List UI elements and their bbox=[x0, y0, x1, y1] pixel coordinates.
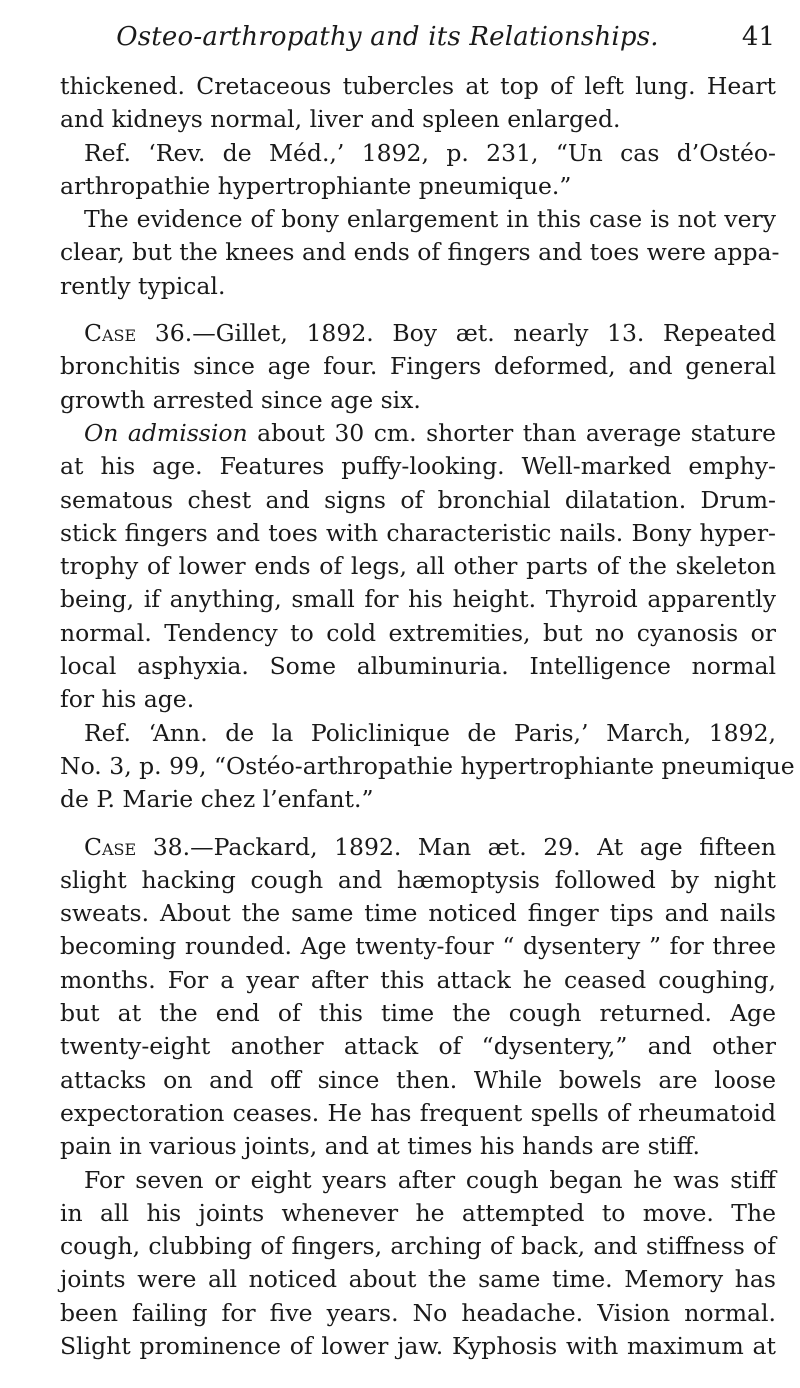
line-text: expectoration ceases. He has frequent spells of rheumatoid bbox=[60, 1098, 776, 1127]
text-line bbox=[60, 1230, 776, 1263]
line-text: twenty-eight another attack of “dysentery,” and other bbox=[60, 1032, 776, 1061]
line-text: sematous chest and signs of bronchial dilatation. Drum- bbox=[60, 485, 776, 514]
paragraph bbox=[60, 203, 780, 303]
line-text: slight hacking cough and hæmoptysis followed by night bbox=[60, 865, 776, 894]
line-text: Slight prominence of lower jaw. Kyphosis with maximum at bbox=[60, 1331, 776, 1360]
line-text: arthropathie hypertrophiante pneumique.” bbox=[60, 171, 572, 200]
text-line bbox=[60, 864, 776, 897]
text-line bbox=[60, 964, 776, 997]
text-line bbox=[60, 484, 776, 517]
line-text: about 30 cm. shorter than average stature bbox=[247, 418, 776, 447]
italic-lead: On admission bbox=[84, 418, 248, 447]
text-line bbox=[60, 350, 776, 383]
text-line bbox=[60, 450, 776, 483]
paragraph-gap bbox=[60, 303, 776, 317]
text-line bbox=[60, 417, 776, 450]
text-line bbox=[60, 1130, 776, 1163]
paragraph bbox=[60, 137, 776, 204]
text-line bbox=[60, 897, 776, 930]
paragraph bbox=[60, 717, 795, 817]
paragraph bbox=[60, 417, 776, 717]
body-text bbox=[60, 70, 795, 1363]
line-text: Ref. ‘Ann. de la Policlinique de Paris,’ March, 1892, bbox=[84, 718, 776, 747]
paragraph bbox=[60, 831, 776, 1164]
line-text: been failing for five years. No headache. Vision normal. bbox=[60, 1298, 776, 1327]
line-text: The evidence of bony enlargement in this case is not very bbox=[84, 205, 776, 234]
line-text: —Packard, 1892. Man æt. 29. At age fifteen bbox=[190, 832, 776, 861]
text-line bbox=[60, 831, 776, 864]
line-text: bronchitis since age four. Fingers deformed, and general bbox=[60, 352, 776, 381]
text-line bbox=[60, 236, 780, 269]
line-text: but at the end of this time the cough returned. Age bbox=[60, 999, 776, 1028]
line-text: clear, but the knees and ends of fingers and toes were appa- bbox=[60, 238, 780, 267]
line-text: being, if anything, small for his height. Thyroid apparently bbox=[60, 585, 776, 614]
text-line bbox=[60, 317, 776, 350]
text-line bbox=[60, 1097, 776, 1130]
line-text: For seven or eight years after cough began he was stiff bbox=[84, 1165, 776, 1194]
text-line bbox=[60, 930, 776, 963]
line-text: trophy of lower ends of legs, all other parts of the skeleton bbox=[60, 552, 776, 581]
line-text: rently typical. bbox=[60, 271, 226, 300]
line-text: thickened. Cretaceous tubercles at top of left lung. Heart bbox=[60, 72, 776, 100]
text-line bbox=[60, 1164, 776, 1197]
line-text: pain in various joints, and at times his hands are stiff. bbox=[60, 1132, 700, 1161]
text-line bbox=[60, 137, 776, 170]
line-text: for his age. bbox=[60, 685, 195, 714]
page-number: 41 bbox=[741, 22, 775, 52]
line-text: attacks on and off since then. While bowels are loose bbox=[60, 1065, 776, 1094]
text-line bbox=[60, 270, 776, 303]
line-text: cough, clubbing of fingers, arching of back, and stiffness of bbox=[60, 1232, 776, 1261]
line-text: months. For a year after this attack he ceased coughing, bbox=[60, 965, 776, 994]
text-line bbox=[60, 1330, 776, 1363]
text-line bbox=[60, 1263, 776, 1296]
text-line bbox=[60, 617, 776, 650]
page-header bbox=[60, 22, 775, 62]
line-text: Ref. ‘Rev. de Méd.,’ 1892, p. 231, “Un cas d’Ostéo- bbox=[84, 138, 776, 167]
line-text: local asphyxia. Some albuminuria. Intelligence normal bbox=[60, 652, 776, 681]
line-text: No. 3, p. 99, “Ostéo-arthropathie hypertrophiante pneumique bbox=[60, 751, 795, 780]
line-text: in all his joints whenever he attempted to move. The bbox=[60, 1198, 776, 1227]
text-line bbox=[60, 384, 776, 417]
text-line bbox=[60, 1030, 776, 1063]
line-text: becoming rounded. Age twenty-four “ dysentery ” for three bbox=[60, 932, 776, 961]
paragraph bbox=[60, 1164, 776, 1364]
text-line bbox=[60, 1064, 776, 1097]
text-line bbox=[60, 103, 776, 136]
text-line bbox=[60, 750, 795, 783]
text-line bbox=[60, 583, 776, 616]
text-line bbox=[60, 517, 776, 550]
text-line bbox=[60, 1297, 776, 1330]
text-line bbox=[60, 997, 776, 1030]
case-label: Case 36. bbox=[84, 319, 193, 348]
line-text: at his age. Features puffy-looking. Well-marked emphy- bbox=[60, 452, 776, 481]
paragraph-gap bbox=[60, 817, 776, 831]
text-line bbox=[60, 550, 776, 583]
line-text: joints were all noticed about the same time. Memory has bbox=[60, 1265, 776, 1294]
line-text: and kidneys normal, liver and spleen enlarged. bbox=[60, 105, 621, 134]
text-line bbox=[60, 783, 776, 816]
paragraph bbox=[60, 70, 776, 137]
text-line bbox=[60, 203, 776, 236]
text-line bbox=[60, 1197, 776, 1230]
line-text: de P. Marie chez l’enfant.” bbox=[60, 785, 374, 814]
line-text: sweats. About the same time noticed finger tips and nails bbox=[60, 899, 776, 928]
case-label: Case 38. bbox=[84, 832, 191, 861]
line-text: —Gillet, 1892. Boy æt. nearly 13. Repeated bbox=[192, 319, 776, 348]
line-text: stick fingers and toes with characteristic nails. Bony hyper- bbox=[60, 518, 776, 547]
text-line bbox=[60, 170, 776, 203]
paragraph bbox=[60, 317, 776, 417]
running-head: Osteo-arthropathy and its Relationships. bbox=[116, 22, 659, 52]
line-text: growth arrested since age six. bbox=[60, 385, 421, 414]
line-text: normal. Tendency to cold extremities, but no cyanosis or bbox=[60, 618, 776, 647]
text-line bbox=[60, 683, 776, 716]
text-line bbox=[60, 650, 776, 683]
text-line bbox=[60, 717, 776, 750]
text-line bbox=[60, 70, 776, 103]
